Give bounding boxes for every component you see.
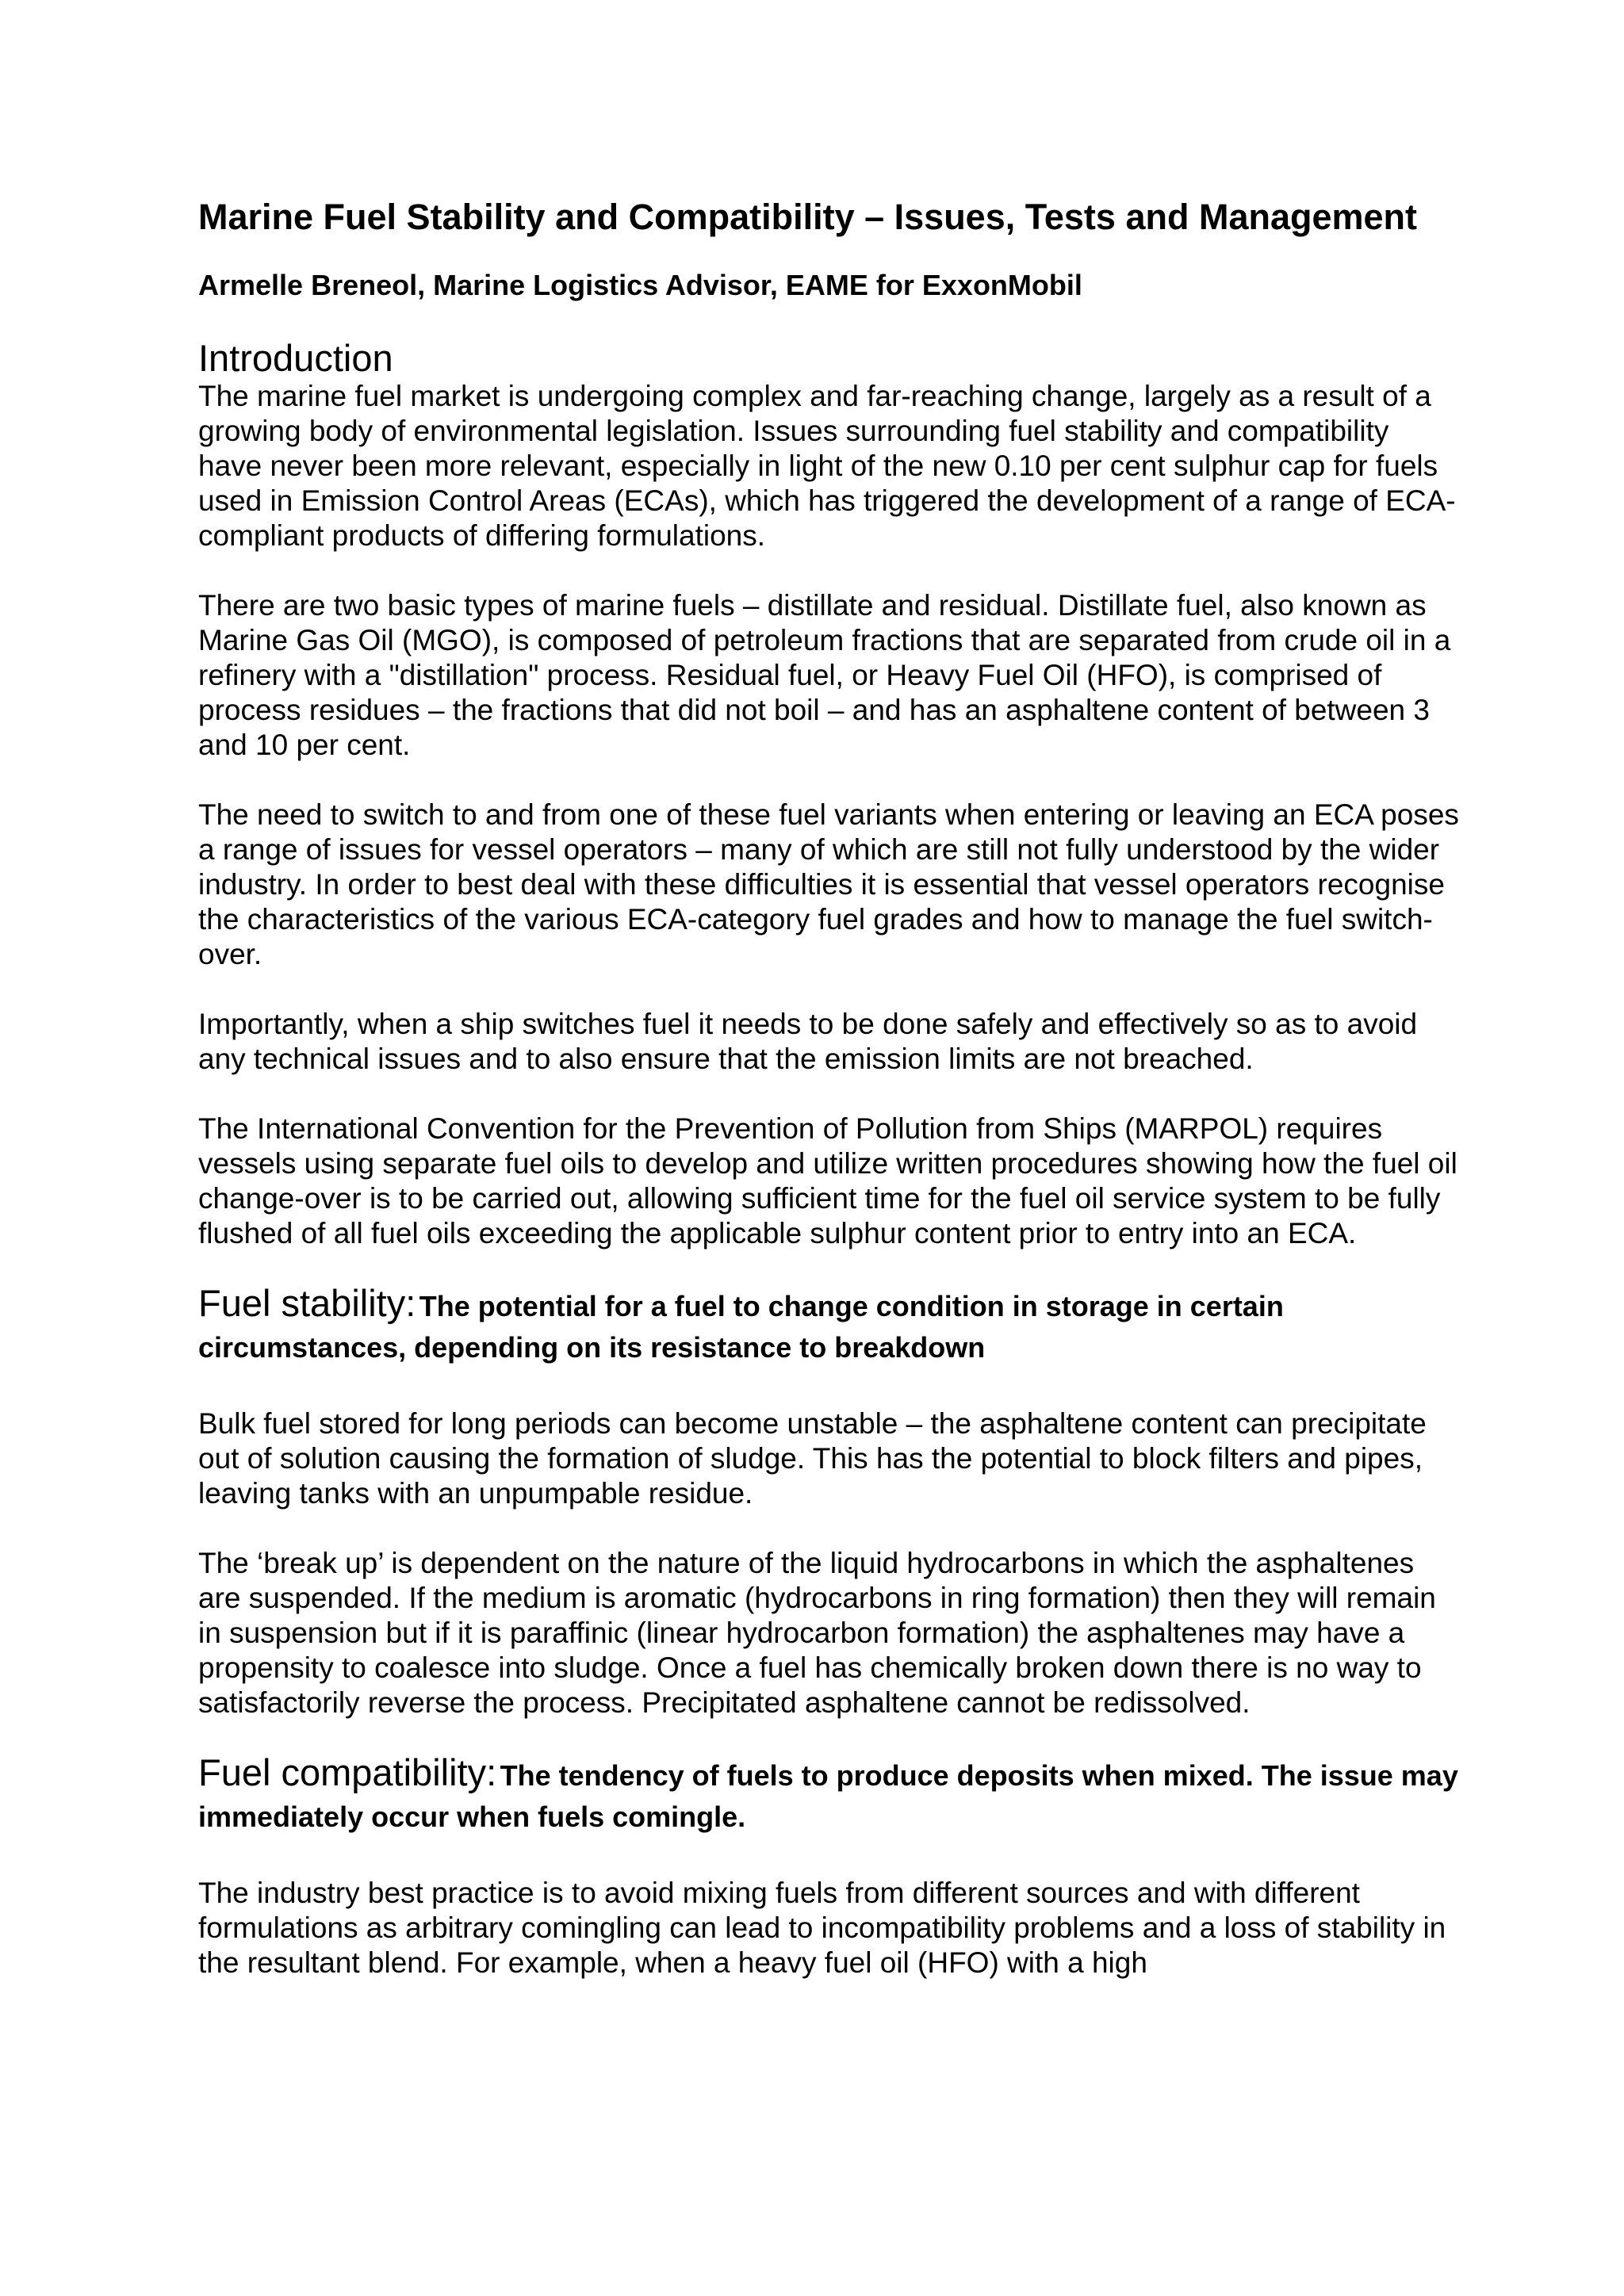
author-line: Armelle Breneol, Marine Logistics Advisor, EAME for ExxonMobil bbox=[198, 269, 1082, 301]
intro-paragraph-5: The International Convention for the Prevention of Pollution from Ships (MARPOL) requires vessels using separate fuel oils to develop and utilize written procedures showing how the fuel oil change-over is to be carried out, allowing sufficient time for the fuel oil service system to be fully flushed of all fuel oils exceeding the applicable sulphur content prior to entry into an ECA. bbox=[198, 1112, 1457, 1249]
stability-section-heading bbox=[198, 1282, 1459, 1372]
intro-paragraph-3: The need to switch to and from one of these fuel variants when entering or leaving an ECA poses a range of issues for vessel operators – many of which are still not fully understood by the wider industry. In order to best deal with these difficulties it is essential that vessel operators recognise the characteristics of the various ECA-category fuel grades and how to manage the fuel switch-over. bbox=[198, 798, 1459, 970]
stability-paragraph-1: Bulk fuel stored for long periods can become unstable – the asphaltene content can precipitate out of solution causing the formation of sludge. This has the potential to block filters and pipes, leaving tanks with an unpumpable residue. bbox=[198, 1407, 1427, 1510]
introduction-heading: Introduction bbox=[198, 337, 393, 379]
intro-paragraph-4: Importantly, when a ship switches fuel it needs to be done safely and effectively so as to avoid any technical issues and to also ensure that the emission limits are not breached. bbox=[198, 1008, 1418, 1075]
document-page bbox=[198, 195, 1459, 1980]
compatibility-heading: Fuel compatibility: bbox=[198, 1751, 497, 1793]
intro-paragraph-1: The marine fuel market is undergoing complex and far-reaching change, largely as a result of a growing body of environmental legislation. Issues surrounding fuel stability and compatibility have never been more relevant, especially in light of the new 0.10 per cent sulphur cap for fuels used in Emission Control Areas (ECAs), which has triggered the development of a range of ECA-compliant products of differing formulations. bbox=[198, 380, 1456, 552]
compatibility-section-heading bbox=[198, 1751, 1459, 1841]
stability-heading: Fuel stability: bbox=[198, 1282, 416, 1324]
document-title: Marine Fuel Stability and Compatibility – Issues, Tests and Management bbox=[198, 197, 1418, 237]
compatibility-subheading: The tendency of fuels to produce deposits when mixed. The issue may immediately occur when fuels comingle. bbox=[198, 1759, 1458, 1833]
intro-paragraph-2: There are two basic types of marine fuels – distillate and residual. Distillate fuel, also known as Marine Gas Oil (MGO), is composed of petroleum fractions that are separated from crude oil in a refinery with a "distillation" process. Residual fuel, or Heavy Fuel Oil (HFO), is comprised of process residues – the fractions that did not boil – and has an asphaltene content of between 3 and 10 per cent. bbox=[198, 589, 1451, 761]
stability-subheading: The potential for a fuel to change condition in storage in certain circumstances, depending on its resistance to breakdown bbox=[198, 1290, 1284, 1364]
stability-paragraph-2: The ‘break up’ is dependent on the nature of the liquid hydrocarbons in which the asphaltenes are suspended. If the medium is aromatic (hydrocarbons in ring formation) then they will remain in suspension but if it is paraffinic (linear hydrocarbon formation) the asphaltenes may have a propensity to coalesce into sludge. Once a fuel has chemically broken down there is no way to satisfactorily reverse the process. Precipitated asphaltene cannot be redissolved. bbox=[198, 1547, 1436, 1719]
compatibility-paragraph-1: The industry best practice is to avoid mixing fuels from different sources and with different formulations as arbitrary comingling can lead to incompatibility problems and a loss of stability in the resultant blend. For example, when a heavy fuel oil (HFO) with a high bbox=[198, 1877, 1446, 1979]
